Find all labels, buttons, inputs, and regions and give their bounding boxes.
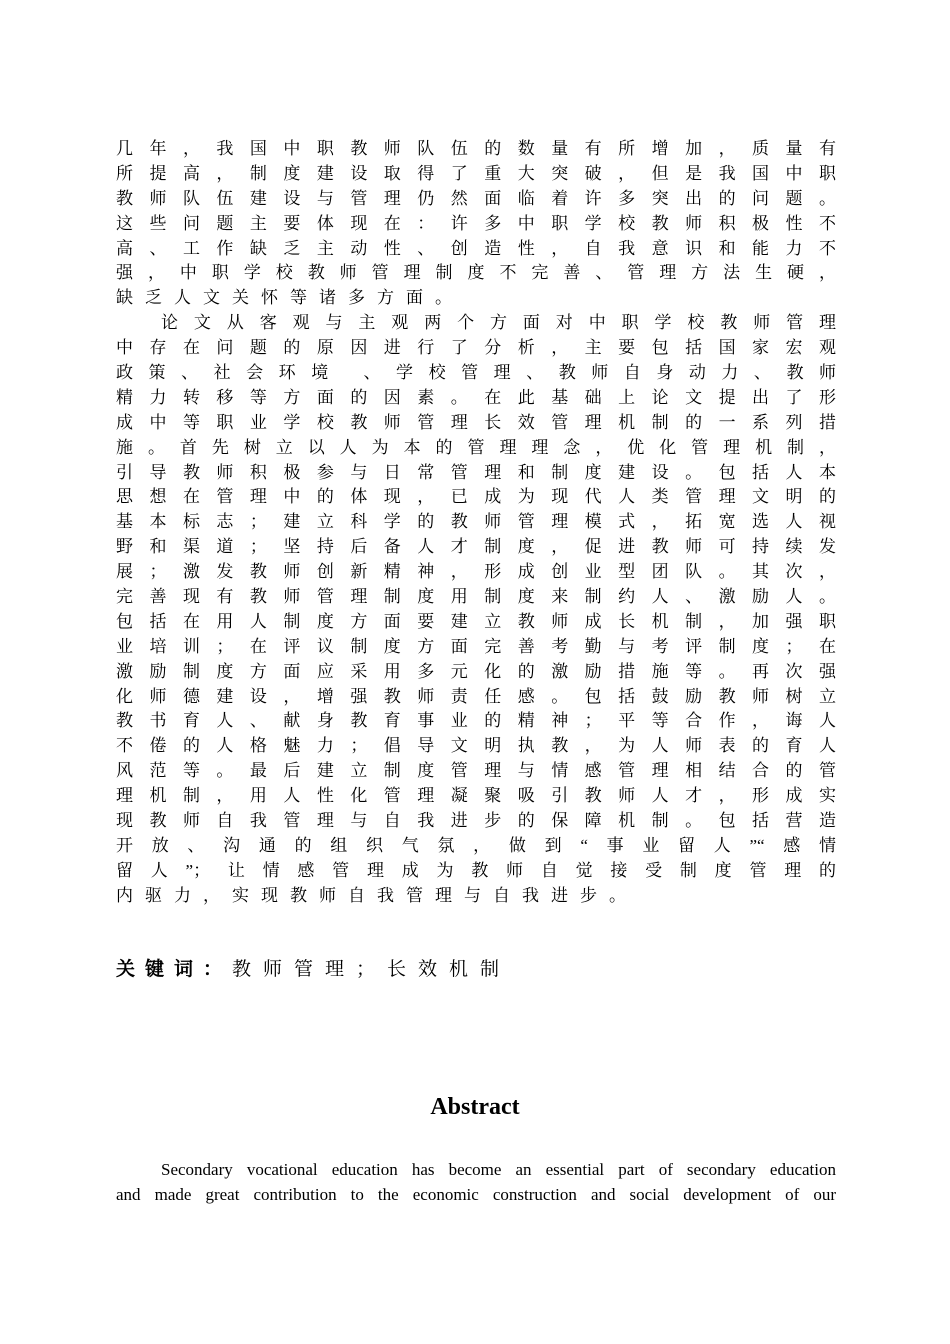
text-line: 基本标志；建立科学的教师管理模式，拓宽选人视 xyxy=(116,512,836,532)
text-line: 几年，我国中职教师队伍的数量有所增加，质量有 xyxy=(116,139,836,158)
keywords-text: 教师管理；长效机制 xyxy=(232,959,512,980)
text-line: 教师队伍建设与管理仍然面临着许多突出的问题。 xyxy=(116,188,836,208)
text-line: 成中等职业学校教师管理长效管理机制的一系列措 xyxy=(116,412,836,432)
text-line: 留人”；让情感管理成为教师自觉接受制度管理的 xyxy=(116,860,836,880)
text-line: 教书育人、献身教育事业的精神；平等合作，诲人 xyxy=(116,711,836,731)
text-line: 理机制，用人性化管理凝聚吸引教师人才，形成实 xyxy=(116,786,836,806)
text-line: 包括在用人制度方面要建立教师成长机制，加强职 xyxy=(116,611,836,631)
text-line: 中存在问题的原因进行了分析，主要包括国家宏观 xyxy=(116,338,836,358)
english-abstract-body xyxy=(116,1157,836,1207)
abstract-heading: Abstract xyxy=(430,1094,520,1120)
text-line: 野和渠道；坚持后备人才制度，促进教师可持续发 xyxy=(116,537,836,557)
text-line: 内驱力，实现教师自我管理与自我进步。 xyxy=(116,885,638,905)
text-line: 业培训；在评议制度方面完善考勤与考评制度；在 xyxy=(116,636,836,656)
text-line: 思想在管理中的体现，已成为现代人类管理文明的 xyxy=(116,487,836,507)
text-line: 化师德建设，增强教师责任感。包括鼓励教师树立 xyxy=(116,686,836,706)
text-line: 强，中职学校教师管理制度不完善、管理方法生硬， xyxy=(116,263,836,283)
text-line: 政策、社会环境 、学校管理、教师自身动力、教师 xyxy=(116,363,836,383)
text-line: Secondary vocational education has become an essential part of secondary education xyxy=(161,1160,836,1179)
text-line: 精力转移等方面的因素。在此基础上论文提出了形 xyxy=(116,387,836,407)
text-line: 论文从客观与主观两个方面对中职学校教师管理 xyxy=(161,313,836,333)
chinese-abstract-body xyxy=(116,137,836,909)
text-line: 缺乏人文关怀等诸多方面。 xyxy=(116,288,464,308)
text-line: 这些问题主要体现在：许多中职学校教师积极性不 xyxy=(116,213,836,233)
text-line: 开放、沟通的组织气氛，做到“事业留人”“感情 xyxy=(116,835,836,855)
keywords-label: 关键词： xyxy=(116,959,233,980)
text-line: 所提高，制度建设取得了重大突破，但是我国中职 xyxy=(116,163,836,183)
text-line: 引导教师积极参与日常管理和制度建设。包括人本 xyxy=(116,462,836,482)
text-line: 激励制度方面应采用多元化的激励措施等。再次强 xyxy=(116,661,836,681)
text-line: 展；激发教师创新精神，形成创业型团队。其次， xyxy=(116,562,836,582)
text-line: 现教师自我管理与自我进步的保障机制。包括营造 xyxy=(116,811,836,831)
text-line: 不倦的人格魅力；倡导文明执教，为人师表的育人 xyxy=(116,736,836,756)
text-line: 完善现有教师管理制度用制度来制约人、激励人。 xyxy=(116,587,836,607)
text-line: 风范等。最后建立制度管理与情感管理相结合的管 xyxy=(116,761,836,781)
text-line: 高、工作缺乏主动性、创造性，自我意识和能力不 xyxy=(116,238,836,258)
keywords-line xyxy=(116,958,511,982)
text-line: and made great contribution to the economic construction and social development of our xyxy=(116,1185,836,1204)
text-line: 施。首先树立以人为本的管理理念，优化管理机制， xyxy=(116,437,836,457)
